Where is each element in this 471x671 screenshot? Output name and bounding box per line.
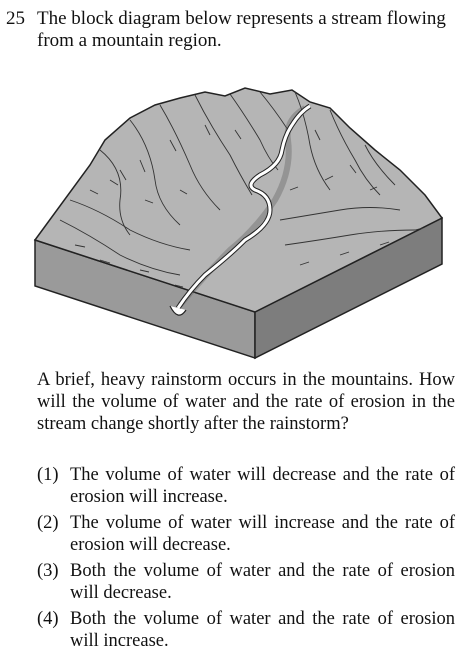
choice-2[interactable] [37,512,455,556]
question-stem: The block diagram below represents a stream flowing from a mountain region. [37,8,446,51]
choice-4[interactable] [37,608,455,652]
choice-1-text: The volume of water will decrease and the rate of erosion will increase. [70,465,455,507]
choice-3[interactable] [37,560,455,604]
question-number: 25 [6,8,25,29]
choice-2-number: (2) [37,513,59,533]
choice-1-number: (1) [37,465,59,485]
choice-4-number: (4) [37,609,59,629]
choice-1[interactable] [37,464,455,508]
choice-3-number: (3) [37,561,59,581]
answer-choices [37,464,455,656]
choice-4-text: Both the volume of water and the rate of erosion will increase. [70,609,455,651]
question-prompt: A brief, heavy rainstorm occurs in the mountains. How will the volume of water and the rate of erosion in the stream change shortly after the rainstorm? [37,370,455,434]
choice-3-text: Both the volume of water and the rate of erosion will decrease. [70,561,455,603]
choice-2-text: The volume of water will increase and the rate of erosion will decrease. [70,513,455,555]
stream-block-diagram [30,70,450,360]
